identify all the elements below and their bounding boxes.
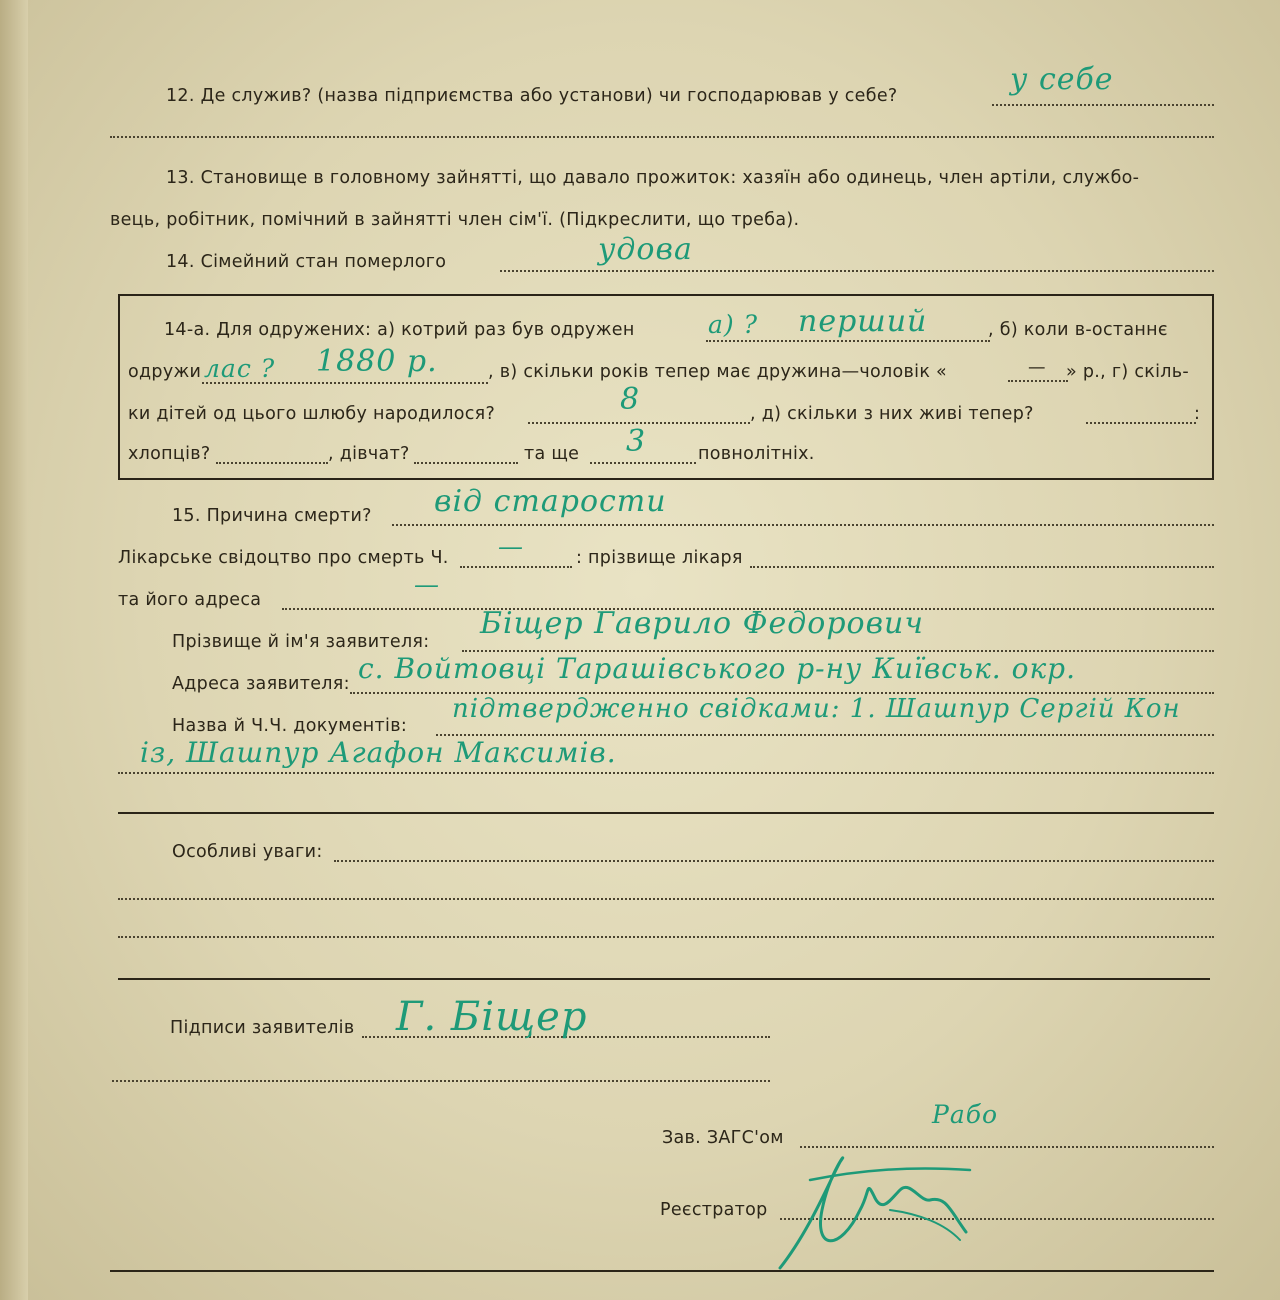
doctor-cert-label: Лікарське свідоцтво про смерть Ч. xyxy=(118,548,449,568)
applicant-docs-label: Назва й Ч.Ч. документів: xyxy=(172,716,408,736)
bottom-rule xyxy=(110,1270,1214,1272)
registrar-label: Реєстратор xyxy=(660,1200,768,1220)
q14-answer: удова xyxy=(598,232,693,267)
section-divider xyxy=(118,812,1214,814)
head-label: Зав. ЗАГС'ом xyxy=(662,1128,784,1148)
q13-line1: 13. Становище в головному зайнятті, що давало прожиток: хазяїн або одинець, член артіли, службо- xyxy=(166,168,1140,188)
q14a-intro: 14-а. Для одружених: а) котрий раз був одружен xyxy=(164,320,635,340)
applicant-docs-answer-line2: із, Шашпур Агафон Максимів. xyxy=(140,736,617,769)
q14a-boys-line xyxy=(216,462,328,464)
doctor-name-line xyxy=(750,566,1214,568)
q14a-wife-age: — xyxy=(1028,358,1046,378)
notes-label: Особливі уваги: xyxy=(172,842,323,862)
q13-line2: вець, робітник, помічний в зайнятті член сім'ї. (Підкреслити, що треба). xyxy=(110,210,800,230)
applicants-signature-label: Підписи заявителів xyxy=(170,1018,355,1038)
q14a-boys-label: хлопців? xyxy=(128,444,211,464)
applicant-signature: Г. Біщер xyxy=(396,994,588,1040)
doctor-cert-line xyxy=(460,566,572,568)
q14a-year-line xyxy=(202,382,488,384)
q12-answer-line xyxy=(992,104,1214,106)
applicant-address-answer: с. Войтовці Тарашівського р-ну Київськ. окр. xyxy=(358,652,1076,685)
applicant-name-answer: Біщер Гаврило Федорович xyxy=(480,606,925,641)
q14a-married-label: одружи xyxy=(128,362,202,382)
q14a-colon: : xyxy=(1194,404,1201,424)
notes-line1 xyxy=(334,860,1214,862)
applicants-signature-line2 xyxy=(112,1080,770,1082)
q12-label: 12. Де служив? (назва підприємства або установи) чи господарював у себе? xyxy=(166,86,898,106)
q14-answer-line xyxy=(500,270,1214,272)
q14a-girls-line xyxy=(414,462,518,464)
notes-line2 xyxy=(118,898,1214,900)
q14a-part-b: , б) коли в-останнє xyxy=(988,320,1168,340)
q14a-part-v: , в) скільки років тепер має дружина—чоловік « xyxy=(488,362,948,382)
q15-answer: від старости xyxy=(434,484,667,519)
applicant-name-label: Прізвище й ім'я заявителя: xyxy=(172,632,430,652)
q14a-adults-count: 3 xyxy=(626,424,647,459)
q14a-part-g: » р., г) скіль- xyxy=(1066,362,1190,382)
q14a-girls-label: , дівчат? xyxy=(328,444,410,464)
applicant-docs-answer-line1: підтвердженно свідками: 1. Шашпур Сергій Кон xyxy=(452,694,1181,724)
q14a-alive-line xyxy=(1086,422,1196,424)
paper-edge xyxy=(0,0,28,1300)
applicant-docs-line2 xyxy=(118,772,1214,774)
doctor-address-answer: — xyxy=(414,570,440,599)
q14a-answer-times: перший xyxy=(798,304,928,339)
q14a-part-d: , д) скільки з них живі тепер? xyxy=(750,404,1034,424)
q14-label: 14. Сімейний стан померлого xyxy=(166,252,447,272)
q14a-adults-label: повнолітніх. xyxy=(698,444,815,464)
q14a-adults-line xyxy=(590,462,696,464)
doctor-cert-answer: — xyxy=(498,532,524,561)
doctor-address-label: та його адреса xyxy=(118,590,262,610)
q14a-children-label: ки дітей од цього шлюбу народилося? xyxy=(128,404,496,424)
q14a-box xyxy=(118,294,1214,480)
applicant-address-label: Адреса заявителя: xyxy=(172,674,350,694)
registrar-signature-scribble xyxy=(770,1140,980,1280)
q14a-children-born: 8 xyxy=(620,382,641,417)
q15-answer-line xyxy=(392,524,1214,526)
q14a-times-line xyxy=(706,340,990,342)
q14a-more-label: та ще xyxy=(524,444,580,464)
notes-line3 xyxy=(118,936,1214,938)
doctor-name-label: : прізвище лікаря xyxy=(576,548,743,568)
q14a-married-year: 1880 р. xyxy=(316,344,438,379)
q15-label: 15. Причина смерти? xyxy=(172,506,372,526)
q14a-answer-prefix: а) ? xyxy=(708,310,759,339)
q12-answer: у себе xyxy=(1010,62,1114,97)
head-signature: Рабо xyxy=(932,1100,999,1129)
q14a-wife-age-line xyxy=(1008,380,1068,382)
q14a-married-prefix: лас ? xyxy=(204,354,276,383)
notes-divider xyxy=(118,978,1210,980)
q12-continuation-line xyxy=(110,136,1214,138)
